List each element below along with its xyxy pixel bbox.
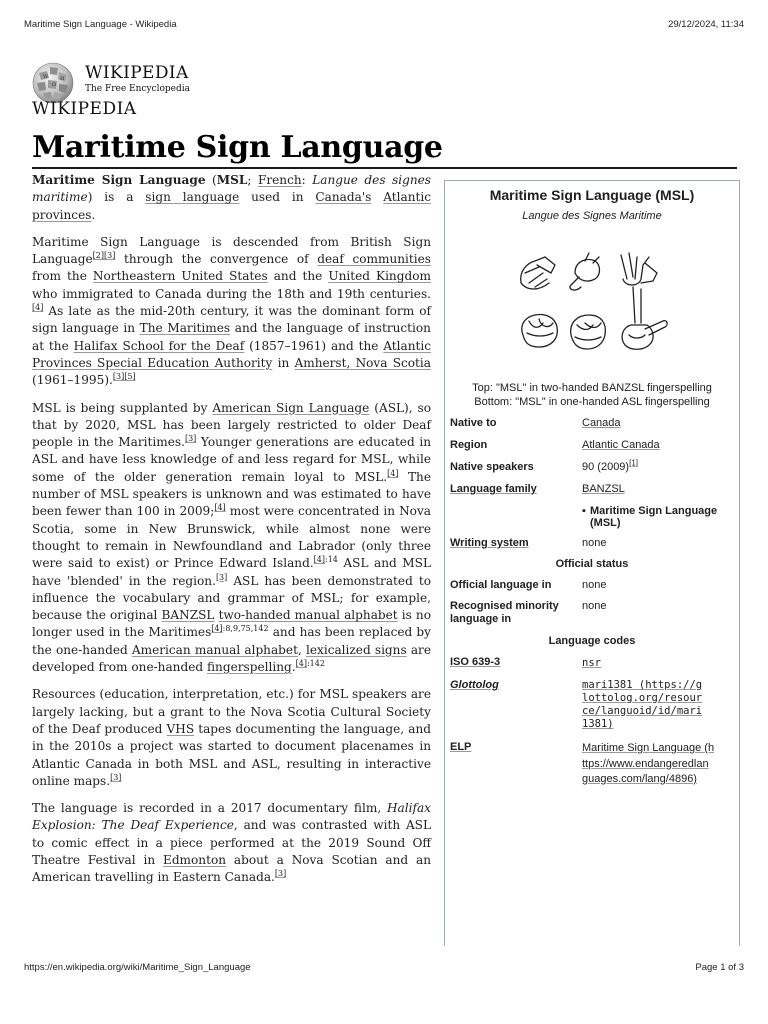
- paragraph-status: MSL is being supplanted by American Sign Language (ASL), so that by 2020, MSL has been largely restricted to older Deaf people in the Maritimes.[3] Younger generations are educated in ASL and have less knowledge of and less regard for MSL, while some of the older generation remain loyal to MSL.[4] The number of MSL speakers is unknown and was estimated to have been fewer than 100 in 2009;[4] most were concentrated in Nova Scotia, some in New Brunswick, while almost none were thought to remain in Newfoundland and Labrador (only three were said to exist) or Prince Edward Island.$^{[4]:14}$ ASL and MSL have 'blended' in the region.[3] ASL has been demonstrated to influence the vocabulary and grammar of MSL; for example, because the original BANZSL two-handed manual alphabet is no longer used in the Maritimes$^{[4]:8,9,75,142}$ and has been replaced by the one-handed American manual alphabet, lexicalized signs are developed from one-handed fingerspelling.$^{[4]:142}$: [32, 400, 432, 675]
- link-canada[interactable]: Canada's: [315, 190, 372, 205]
- infobox: Maritime Sign Language (MSL) Langue des Signes Maritime Top: "MSL" in two-handed BANZSL fingerspelling Bottom: "MSL" in one-handed ASL fingerspelling Native to Canada Region Atlantic Canada Native speakers 90 (2009)[1] Language family BANZSL ▪ Maritime Sign Language (MSL) Writing system none Official status Official language in none Recognised minority language in none Language codes ISO 639-3 nsr Glottolog mari1381 (https://g lottolog.org/resour ce/languoid/id/mari 1381) ELP Maritime Sign Language (h ttps://www.endangeredlan guages.com/lang/4896): [444, 180, 740, 946]
- link-iso-code[interactable]: nsr: [582, 657, 601, 669]
- wordmark: WIKIPEDIA: [32, 99, 137, 119]
- language-codes-heading: Language codes: [548, 635, 636, 647]
- wordmark-tagline: The Free Encyclopedia: [85, 84, 190, 94]
- link-iso-639-3[interactable]: ISO 639-3: [450, 656, 501, 668]
- citation-link[interactable]: [3]: [274, 869, 287, 879]
- link-deaf-communities[interactable]: deaf communities: [317, 252, 431, 267]
- citation-link[interactable]: [4]: [32, 303, 44, 313]
- link-banzsl[interactable]: BANZSL: [161, 608, 215, 623]
- link-glottolog[interactable]: Glottolog: [450, 679, 499, 691]
- link-amherst[interactable]: Amherst, Nova Scotia: [294, 355, 431, 370]
- article-body: [32, 172, 431, 897]
- print-footer-url: https://en.wikipedia.org/wiki/Maritime_Sign_Language: [24, 962, 251, 973]
- link-united-kingdom[interactable]: United Kingdom: [328, 269, 431, 284]
- citation-link[interactable]: [3]: [110, 772, 122, 782]
- link-writing-system[interactable]: Writing system: [450, 537, 529, 549]
- link-language-family[interactable]: Language family: [450, 483, 537, 495]
- citation-link[interactable]: [4]: [387, 468, 399, 478]
- link-northeastern-us[interactable]: Northeastern United States: [92, 269, 268, 284]
- infobox-title: Maritime Sign Language (MSL): [489, 187, 695, 203]
- paragraph-history: Maritime Sign Language is descended from British Sign Language[2][3] through the convergence of deaf communities from the Northeastern United States and the United Kingdom who immigrated to Canada during the 18th and 19th centuries.[4] As late as the mid-20th century, it was the dominant form of sign language in The Maritimes and the language of instruction at the Halifax School for the Deaf (1857–1961) and the Atlantic Provinces Special Education Authority in Amherst, Nova Scotia (1961–1995).[3][5]: [32, 234, 431, 388]
- paragraph-resources: Resources (education, interpretation, etc.) for MSL speakers are largely lacking, but a grant to the Nova Scotia Cultural Society of the Deaf produced VHS tapes documenting the language, and in the 2010s a project was started to document placenames in Atlantic Canada in both MSL and ASL, resulting in interactive online maps.[3]: [32, 687, 431, 788]
- citation-link[interactable]: [4]: [211, 624, 223, 634]
- link-vhs[interactable]: VHS: [166, 721, 195, 736]
- link-the-maritimes[interactable]: The Maritimes: [139, 321, 231, 336]
- link-two-handed-alphabet[interactable]: two-handed manual alphabet: [218, 608, 398, 623]
- svg-text:Ω: Ω: [52, 82, 57, 88]
- citation-link[interactable]: [4]: [295, 658, 307, 668]
- link-apsea[interactable]: Atlantic Provinces Special Education Authority: [32, 338, 431, 370]
- link-atlantic-provinces[interactable]: Atlantic provinces: [32, 190, 431, 222]
- paragraph-media: The language is recorded in a 2017 documentary film, Halifax Explosion: The Deaf Experience, and was contrasted with ASL to comic effect in a piece performed at the 2019 Sound Off Theatre Festival in Edmonton about a Nova Scotian and an American travelling in Eastern Canada.[3]: [32, 801, 431, 885]
- citation-link[interactable]: [3]: [184, 434, 197, 444]
- page-title: Maritime Sign Language: [32, 130, 443, 165]
- print-footer-page: Page 1 of 3: [695, 962, 744, 973]
- fingerspelling-image[interactable]: [509, 243, 671, 371]
- wordmark-title: WIKIPEDIA: [85, 63, 189, 83]
- print-header-title: Maritime Sign Language - Wikipedia: [24, 19, 177, 30]
- citation-link[interactable]: [4]: [214, 503, 226, 513]
- infobox-native-name: Langue des Signes Maritime: [522, 210, 662, 222]
- citation-link[interactable]: [1]: [629, 458, 638, 468]
- link-halifax-school[interactable]: Halifax School for the Deaf: [73, 338, 245, 353]
- citation-link[interactable]: [3]: [104, 251, 116, 261]
- citation-link[interactable]: [3]: [112, 372, 125, 382]
- link-asl[interactable]: American Sign Language: [212, 400, 370, 415]
- citation-link[interactable]: [2]: [92, 251, 105, 261]
- link-atlantic-canada[interactable]: Atlantic Canada: [582, 439, 660, 451]
- paragraph-lead: Maritime Sign Language (MSL; French: Langue des signes maritime) is a sign language used in Canada's Atlantic provinces.: [32, 173, 432, 222]
- citation-link[interactable]: [3]: [215, 572, 228, 582]
- link-canada-infobox[interactable]: Canada: [582, 417, 621, 429]
- svg-text:И: И: [60, 76, 65, 82]
- link-sign-language[interactable]: sign language: [145, 190, 240, 205]
- bold-term: Maritime Sign Language: [32, 173, 206, 187]
- film-title: Halifax Explosion: The Deaf Experience: [32, 801, 431, 833]
- citation-link[interactable]: [5]: [124, 372, 136, 382]
- title-divider: [32, 167, 737, 169]
- link-lexicalized-signs[interactable]: lexicalized signs: [305, 642, 407, 657]
- print-header: [24, 19, 744, 30]
- bullet-icon: ▪: [582, 505, 586, 517]
- elp-value[interactable]: Maritime Sign Language (h ttps://www.endangeredlan guages.com/lang/4896): [582, 742, 715, 785]
- official-status-heading: Official status: [555, 558, 629, 570]
- link-fingerspelling[interactable]: fingerspelling: [206, 660, 292, 675]
- glottolog-value[interactable]: mari1381 (https://g lottolog.org/resour ce/languoid/id/mari 1381): [582, 679, 703, 730]
- link-american-manual-alphabet[interactable]: American manual alphabet: [131, 642, 298, 657]
- bold-abbrev: MSL: [216, 173, 248, 187]
- infobox-caption: Top: "MSL" in two-handed BANZSL fingerspelling Bottom: "MSL" in one-handed ASL fingerspelling: [472, 382, 712, 408]
- citation-link[interactable]: [4]: [313, 555, 326, 565]
- print-footer: [24, 962, 744, 973]
- link-elp[interactable]: ELP: [450, 741, 472, 753]
- link-edmonton[interactable]: Edmonton: [162, 852, 227, 867]
- svg-text:W: W: [43, 74, 49, 80]
- link-banzsl-infobox[interactable]: BANZSL: [582, 483, 625, 495]
- link-french[interactable]: French: [257, 173, 302, 187]
- french-name: Langue des signes maritime: [32, 173, 432, 205]
- print-header-date: 29/12/2024, 11:34: [668, 19, 744, 30]
